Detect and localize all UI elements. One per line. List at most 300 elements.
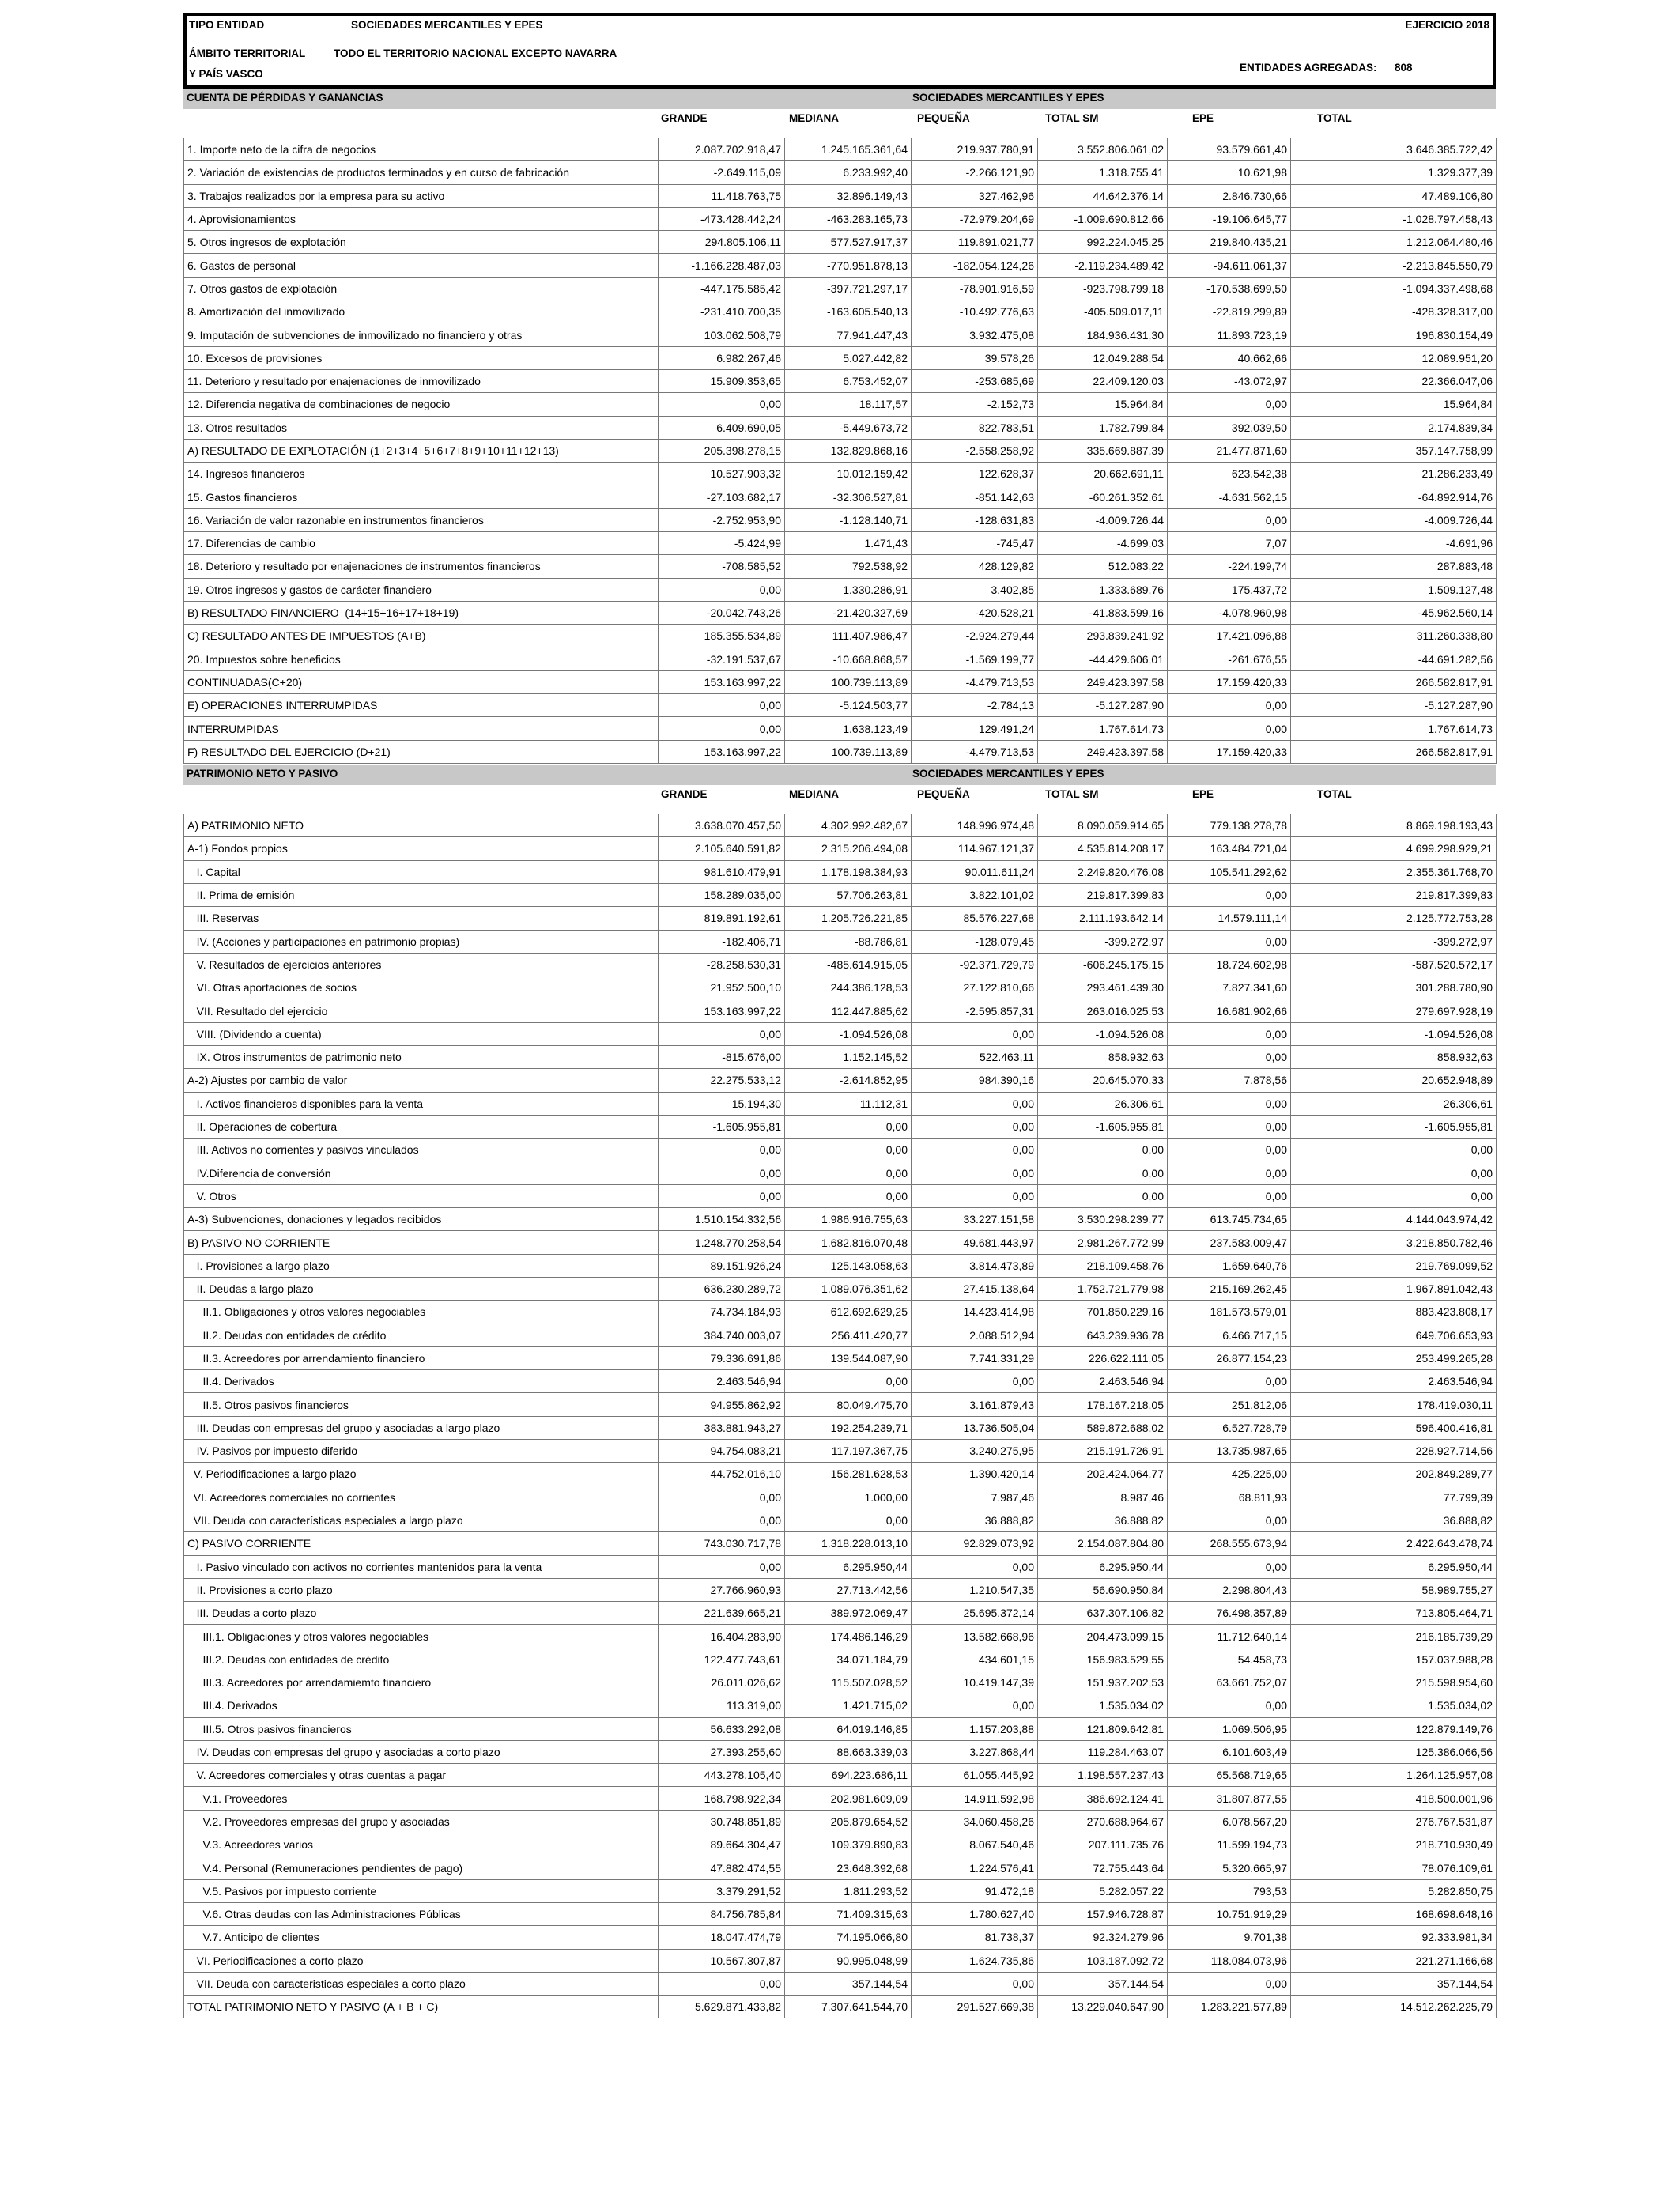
row-value-total-sm: 1.535.034,02 <box>1038 1694 1168 1717</box>
row-value-epe: 54.458,73 <box>1168 1648 1291 1671</box>
table-row <box>184 1161 1497 1184</box>
table-row <box>184 1184 1497 1207</box>
row-value-pequena: 0,00 <box>912 1092 1038 1115</box>
row-value-total: -1.028.797.458,43 <box>1291 207 1497 230</box>
row-value-grande: 94.754.083,21 <box>659 1440 785 1463</box>
row-value-epe: 779.138.278,78 <box>1168 814 1291 837</box>
row-value-grande: 0,00 <box>659 1184 785 1207</box>
row-label: A-3) Subvenciones, donaciones y legados recibidos <box>184 1208 659 1231</box>
row-label: IV. (Acciones y participaciones en patrimonio propias) <box>184 930 659 953</box>
row-value-epe: 425.225,00 <box>1168 1463 1291 1486</box>
tipo-entidad-label: TIPO ENTIDAD <box>189 19 265 31</box>
row-value-grande: -1.605.955,81 <box>659 1115 785 1138</box>
row-label: III.1. Obligaciones y otros valores negociables <box>184 1625 659 1648</box>
row-value-pequena: 1.780.627,40 <box>912 1902 1038 1925</box>
row-label: V. Acreedores comerciales y otras cuentas a pagar <box>184 1764 659 1787</box>
row-label: I. Pasivo vinculado con activos no corrientes mantenidos para la venta <box>184 1555 659 1578</box>
row-label: VI. Periodificaciones a corto plazo <box>184 1949 659 1972</box>
row-value-pequena: 0,00 <box>912 1370 1038 1393</box>
row-value-pequena: 428.129,82 <box>912 555 1038 578</box>
report-header <box>183 13 1496 89</box>
row-value-total: -5.127.287,90 <box>1291 694 1497 717</box>
row-label: III. Deudas a corto plazo <box>184 1602 659 1625</box>
row-value-pequena: 0,00 <box>912 1555 1038 1578</box>
table-row <box>184 1578 1497 1601</box>
row-value-total-sm: 3.552.806.061,02 <box>1038 138 1168 161</box>
row-value-total: -4.691,96 <box>1291 532 1497 555</box>
row-value-epe: 0,00 <box>1168 1092 1291 1115</box>
row-value-total: 77.799,39 <box>1291 1486 1497 1509</box>
table-row <box>184 1671 1497 1694</box>
row-value-total: 649.706.653,93 <box>1291 1324 1497 1346</box>
row-value-total: 2.174.839,34 <box>1291 416 1497 439</box>
row-value-total: 218.710.930,49 <box>1291 1833 1497 1856</box>
row-value-pequena: -2.152,73 <box>912 393 1038 416</box>
row-value-total: -1.605.955,81 <box>1291 1115 1497 1138</box>
row-value-epe: 219.840.435,21 <box>1168 231 1291 254</box>
row-label: 17. Diferencias de cambio <box>184 532 659 555</box>
balance-group-title: SOCIEDADES MERCANTILES Y EPES <box>912 768 1104 780</box>
row-value-total: 858.932,63 <box>1291 1045 1497 1068</box>
row-value-mediana: 357.144,54 <box>785 1972 912 1995</box>
row-value-total-sm: 13.229.040.647,90 <box>1038 1996 1168 2018</box>
row-value-total-sm: 1.318.755,41 <box>1038 161 1168 184</box>
row-value-grande: 819.891.192,61 <box>659 907 785 930</box>
row-value-mediana: 0,00 <box>785 1184 912 1207</box>
table-row <box>184 1602 1497 1625</box>
row-value-total: 36.888,82 <box>1291 1509 1497 1531</box>
row-value-grande: 0,00 <box>659 1509 785 1531</box>
row-value-mediana: 10.012.159,42 <box>785 463 912 485</box>
table-row <box>184 883 1497 906</box>
row-value-grande: -28.258.530,31 <box>659 953 785 976</box>
row-value-pequena: 119.891.021,77 <box>912 231 1038 254</box>
row-value-pequena: -2.595.857,31 <box>912 999 1038 1022</box>
row-value-total-sm: 1.333.689,76 <box>1038 578 1168 601</box>
row-value-pequena: 13.736.505,04 <box>912 1416 1038 1439</box>
table-row <box>184 485 1497 508</box>
row-value-mediana: 577.527.917,37 <box>785 231 912 254</box>
row-value-total-sm: 44.642.376,14 <box>1038 184 1168 207</box>
row-value-grande: 0,00 <box>659 1972 785 1995</box>
table-row <box>184 1440 1497 1463</box>
row-value-pequena: 0,00 <box>912 1022 1038 1045</box>
row-value-total: 216.185.739,29 <box>1291 1625 1497 1648</box>
pyg-column-headers <box>183 109 1496 130</box>
row-value-mediana: 0,00 <box>785 1370 912 1393</box>
row-value-grande: 1.248.770.258,54 <box>659 1231 785 1254</box>
row-value-mediana: 57.706.263,81 <box>785 883 912 906</box>
row-label: V.2. Proveedores empresas del grupo y asociadas <box>184 1810 659 1833</box>
row-value-grande: 79.336.691,86 <box>659 1346 785 1369</box>
table-row <box>184 1717 1497 1740</box>
table-row <box>184 625 1497 648</box>
row-value-mediana: 694.223.686,11 <box>785 1764 912 1787</box>
row-value-total-sm: 121.809.642,81 <box>1038 1717 1168 1740</box>
row-label: V. Periodificaciones a largo plazo <box>184 1463 659 1486</box>
row-value-grande: 981.610.479,91 <box>659 860 785 883</box>
row-label: II.4. Derivados <box>184 1370 659 1393</box>
balance-column-headers <box>183 785 1496 806</box>
row-label: CONTINUADAS(C+20) <box>184 670 659 693</box>
row-value-epe: 7.827.341,60 <box>1168 976 1291 999</box>
row-value-epe: 251.812,06 <box>1168 1393 1291 1416</box>
row-value-grande: 185.355.534,89 <box>659 625 785 648</box>
row-value-total-sm: -606.245.175,15 <box>1038 953 1168 976</box>
entidades-value: 808 <box>1395 62 1413 74</box>
row-value-mediana: 23.648.392,68 <box>785 1856 912 1879</box>
row-value-total-sm: -1.094.526,08 <box>1038 1022 1168 1045</box>
row-value-total: 266.582.817,91 <box>1291 670 1497 693</box>
row-value-pequena: 0,00 <box>912 1115 1038 1138</box>
table-row <box>184 508 1497 531</box>
row-value-mediana: 0,00 <box>785 1115 912 1138</box>
table-row <box>184 1069 1497 1092</box>
row-value-pequena: -10.492.776,63 <box>912 300 1038 323</box>
row-value-mediana: 18.117,57 <box>785 393 912 416</box>
col-header-pequena: PEQUEÑA <box>917 112 970 124</box>
row-value-pequena: 3.822.101,02 <box>912 883 1038 906</box>
table-row <box>184 717 1497 740</box>
row-value-total-sm: 151.937.202,53 <box>1038 1671 1168 1694</box>
row-value-grande: 21.952.500,10 <box>659 976 785 999</box>
row-value-mediana: 0,00 <box>785 1161 912 1184</box>
row-value-total-sm: 643.239.936,78 <box>1038 1324 1168 1346</box>
row-value-total-sm: 1.782.799,84 <box>1038 416 1168 439</box>
row-value-total-sm: 215.191.726,91 <box>1038 1440 1168 1463</box>
row-value-grande: 84.756.785,84 <box>659 1902 785 1925</box>
table-row <box>184 976 1497 999</box>
row-value-pequena: 148.996.974,48 <box>912 814 1038 837</box>
row-value-mediana: -5.449.673,72 <box>785 416 912 439</box>
row-label: 8. Amortización del inmovilizado <box>184 300 659 323</box>
row-value-mediana: -163.605.540,13 <box>785 300 912 323</box>
row-label: 12. Diferencia negativa de combinaciones de negocio <box>184 393 659 416</box>
row-value-grande: 383.881.943,27 <box>659 1416 785 1439</box>
row-value-total-sm: 26.306,61 <box>1038 1092 1168 1115</box>
row-value-total-sm: 858.932,63 <box>1038 1045 1168 1068</box>
row-value-grande: -182.406,71 <box>659 930 785 953</box>
row-value-grande: 27.766.960,93 <box>659 1578 785 1601</box>
row-value-total-sm: 202.424.064,77 <box>1038 1463 1168 1486</box>
row-label: 4. Aprovisionamientos <box>184 207 659 230</box>
row-value-epe: 0,00 <box>1168 1694 1291 1717</box>
row-value-grande: 89.664.304,47 <box>659 1833 785 1856</box>
row-value-epe: 68.811,93 <box>1168 1486 1291 1509</box>
row-value-total-sm: 293.839.241,92 <box>1038 625 1168 648</box>
row-value-total-sm: 72.755.443,64 <box>1038 1856 1168 1879</box>
row-value-total-sm: -923.798.799,18 <box>1038 277 1168 300</box>
table-row <box>184 532 1497 555</box>
row-label: II. Provisiones a corto plazo <box>184 1578 659 1601</box>
row-value-mediana: 1.089.076.351,62 <box>785 1277 912 1300</box>
row-value-epe: 6.466.717,15 <box>1168 1324 1291 1346</box>
row-value-epe: 613.745.734,65 <box>1168 1208 1291 1231</box>
row-value-pequena: 39.578,26 <box>912 346 1038 369</box>
row-value-pequena: 0,00 <box>912 1972 1038 1995</box>
row-value-mediana: 74.195.066,80 <box>785 1926 912 1949</box>
row-label: 20. Impuestos sobre beneficios <box>184 648 659 670</box>
row-value-mediana: 256.411.420,77 <box>785 1324 912 1346</box>
table-row <box>184 1787 1497 1810</box>
row-value-total: -44.691.282,56 <box>1291 648 1497 670</box>
table-row <box>184 1625 1497 1648</box>
table-row <box>184 439 1497 462</box>
row-value-mediana: 1.152.145,52 <box>785 1045 912 1068</box>
row-value-grande: 2.105.640.591,82 <box>659 837 785 860</box>
row-value-total: 301.288.780,90 <box>1291 976 1497 999</box>
row-value-total: 311.260.338,80 <box>1291 625 1497 648</box>
row-value-grande: 10.527.903,32 <box>659 463 785 485</box>
row-value-epe: 9.701,38 <box>1168 1926 1291 1949</box>
table-row <box>184 1115 1497 1138</box>
row-value-grande: 30.748.851,89 <box>659 1810 785 1833</box>
row-value-epe: 17.421.096,88 <box>1168 625 1291 648</box>
row-value-total: 1.329.377,39 <box>1291 161 1497 184</box>
row-value-grande: 18.047.474,79 <box>659 1926 785 1949</box>
row-value-mediana: 1.330.286,91 <box>785 578 912 601</box>
row-value-total-sm: -5.127.287,90 <box>1038 694 1168 717</box>
row-value-total-sm: 5.282.057,22 <box>1038 1879 1168 1902</box>
row-value-grande: 0,00 <box>659 694 785 717</box>
row-value-total-sm: 1.767.614,73 <box>1038 717 1168 740</box>
row-value-total: -399.272,97 <box>1291 930 1497 953</box>
row-value-total: 0,00 <box>1291 1139 1497 1161</box>
row-value-total: 26.306,61 <box>1291 1092 1497 1115</box>
row-value-total: 596.400.416,81 <box>1291 1416 1497 1439</box>
row-value-grande: 6.409.690,05 <box>659 416 785 439</box>
row-value-epe: 0,00 <box>1168 1115 1291 1138</box>
row-value-mediana: 100.739.113,89 <box>785 740 912 763</box>
row-value-total: 22.366.047,06 <box>1291 369 1497 392</box>
table-row <box>184 1740 1497 1763</box>
entidades-label: ENTIDADES AGREGADAS: <box>1240 62 1377 74</box>
row-value-total-sm: 293.461.439,30 <box>1038 976 1168 999</box>
row-value-mediana: -485.614.915,05 <box>785 953 912 976</box>
row-value-epe: -43.072,97 <box>1168 369 1291 392</box>
row-value-pequena: 7.741.331,29 <box>912 1346 1038 1369</box>
row-value-total-sm: 270.688.964,67 <box>1038 1810 1168 1833</box>
row-value-epe: 623.542,38 <box>1168 463 1291 485</box>
row-label: 11. Deterioro y resultado por enajenaciones de inmovilizado <box>184 369 659 392</box>
row-value-total: 883.423.808,17 <box>1291 1301 1497 1324</box>
row-value-pequena: 3.932.475,08 <box>912 323 1038 346</box>
row-value-grande: 44.752.016,10 <box>659 1463 785 1486</box>
row-value-total: -4.009.726,44 <box>1291 508 1497 531</box>
row-value-pequena: -92.371.729,79 <box>912 953 1038 976</box>
row-value-grande: 0,00 <box>659 1555 785 1578</box>
row-label: IV. Pasivos por impuesto diferido <box>184 1440 659 1463</box>
row-value-total: 202.849.289,77 <box>1291 1463 1497 1486</box>
row-label: 13. Otros resultados <box>184 416 659 439</box>
row-value-epe: 76.498.357,89 <box>1168 1602 1291 1625</box>
row-value-grande: -2.752.953,90 <box>659 508 785 531</box>
row-value-pequena: 0,00 <box>912 1184 1038 1207</box>
row-value-pequena: 1.624.735,86 <box>912 1949 1038 1972</box>
table-row <box>184 1346 1497 1369</box>
row-value-epe: 21.477.871,60 <box>1168 439 1291 462</box>
table-row <box>184 555 1497 578</box>
row-value-total-sm: 178.167.218,05 <box>1038 1393 1168 1416</box>
row-value-pequena: 1.390.420,14 <box>912 1463 1038 1486</box>
row-value-epe: 0,00 <box>1168 1022 1291 1045</box>
col-header-total: TOTAL <box>1317 112 1352 124</box>
row-value-pequena: 34.060.458,26 <box>912 1810 1038 1833</box>
row-value-total-sm: 0,00 <box>1038 1161 1168 1184</box>
row-value-grande: -2.649.115,09 <box>659 161 785 184</box>
row-value-epe: 0,00 <box>1168 1184 1291 1207</box>
row-value-total-sm: 184.936.431,30 <box>1038 323 1168 346</box>
row-value-total-sm: -405.509.017,11 <box>1038 300 1168 323</box>
col-header-epe: EPE <box>1192 788 1214 801</box>
table-row <box>184 277 1497 300</box>
row-label: V. Resultados de ejercicios anteriores <box>184 953 659 976</box>
table-row <box>184 161 1497 184</box>
row-label: 16. Variación de valor razonable en instrumentos financieros <box>184 508 659 531</box>
row-value-total-sm: 56.690.950,84 <box>1038 1578 1168 1601</box>
row-value-grande: -32.191.537,67 <box>659 648 785 670</box>
row-value-epe: 13.735.987,65 <box>1168 1440 1291 1463</box>
row-label: V.3. Acreedores varios <box>184 1833 659 1856</box>
row-label: VI. Acreedores comerciales no corrientes <box>184 1486 659 1509</box>
row-value-total-sm: 701.850.229,16 <box>1038 1301 1168 1324</box>
row-value-total: 0,00 <box>1291 1184 1497 1207</box>
row-value-total: -1.094.337.498,68 <box>1291 277 1497 300</box>
row-value-epe: 16.681.902,66 <box>1168 999 1291 1022</box>
row-value-mediana: 174.486.146,29 <box>785 1625 912 1648</box>
row-value-mediana: 77.941.447,43 <box>785 323 912 346</box>
row-value-grande: 47.882.474,55 <box>659 1856 785 1879</box>
row-value-total: 21.286.233,49 <box>1291 463 1497 485</box>
row-value-mediana: 1.638.123,49 <box>785 717 912 740</box>
row-value-grande: 153.163.997,22 <box>659 999 785 1022</box>
row-value-total: 0,00 <box>1291 1161 1497 1184</box>
table-row <box>184 346 1497 369</box>
row-label: 7. Otros gastos de explotación <box>184 277 659 300</box>
col-header-mediana: MEDIANA <box>789 788 839 801</box>
row-value-grande: 636.230.289,72 <box>659 1277 785 1300</box>
row-value-total: 168.698.648,16 <box>1291 1902 1497 1925</box>
row-value-pequena: 14.911.592,98 <box>912 1787 1038 1810</box>
pyg-table <box>183 138 1497 764</box>
row-value-pequena: -745,47 <box>912 532 1038 555</box>
row-value-grande: -815.676,00 <box>659 1045 785 1068</box>
row-value-total: 58.989.755,27 <box>1291 1578 1497 1601</box>
row-value-total-sm: 226.622.111,05 <box>1038 1346 1168 1369</box>
row-value-epe: -94.611.061,37 <box>1168 254 1291 277</box>
row-value-grande: -27.103.682,17 <box>659 485 785 508</box>
row-value-total: -428.328.317,00 <box>1291 300 1497 323</box>
row-value-total: 221.271.166,68 <box>1291 1949 1497 1972</box>
row-value-grande: 0,00 <box>659 578 785 601</box>
row-label: II.5. Otros pasivos financieros <box>184 1393 659 1416</box>
row-value-total: 2.125.772.753,28 <box>1291 907 1497 930</box>
row-value-epe: 0,00 <box>1168 508 1291 531</box>
table-row <box>184 254 1497 277</box>
row-value-grande: 89.151.926,24 <box>659 1254 785 1277</box>
row-value-total: -1.094.526,08 <box>1291 1022 1497 1045</box>
row-value-total: 2.355.361.768,70 <box>1291 860 1497 883</box>
row-value-epe: 6.078.567,20 <box>1168 1810 1291 1833</box>
row-value-total-sm: 15.964,84 <box>1038 393 1168 416</box>
table-row <box>184 207 1497 230</box>
row-value-grande: 0,00 <box>659 1161 785 1184</box>
row-value-total: 157.037.988,28 <box>1291 1648 1497 1671</box>
row-value-epe: 268.555.673,94 <box>1168 1532 1291 1555</box>
ambito-label-line1: ÁMBITO TERRITORIAL <box>189 47 306 59</box>
row-value-mediana: -1.094.526,08 <box>785 1022 912 1045</box>
row-label: I. Provisiones a largo plazo <box>184 1254 659 1277</box>
row-value-pequena: 27.415.138,64 <box>912 1277 1038 1300</box>
table-row <box>184 1416 1497 1439</box>
row-value-total: 4.699.298.929,21 <box>1291 837 1497 860</box>
row-value-pequena: 122.628,37 <box>912 463 1038 485</box>
row-value-mediana: 132.829.868,16 <box>785 439 912 462</box>
col-header-total-sm: TOTAL SM <box>1045 788 1099 801</box>
row-value-grande: 221.639.665,21 <box>659 1602 785 1625</box>
table-row <box>184 1856 1497 1879</box>
row-value-grande: 0,00 <box>659 1139 785 1161</box>
table-row <box>184 1486 1497 1509</box>
row-value-grande: 2.463.546,94 <box>659 1370 785 1393</box>
row-value-total-sm: -399.272,97 <box>1038 930 1168 953</box>
row-value-grande: 15.194,30 <box>659 1092 785 1115</box>
row-value-epe: 0,00 <box>1168 393 1291 416</box>
report-sheet <box>183 13 1496 2018</box>
row-value-total-sm: 2.249.820.476,08 <box>1038 860 1168 883</box>
table-row <box>184 1949 1497 1972</box>
row-value-mediana: 32.896.149,43 <box>785 184 912 207</box>
row-value-pequena: 434.601,15 <box>912 1648 1038 1671</box>
row-value-total-sm: 103.187.092,72 <box>1038 1949 1168 1972</box>
row-value-epe: 118.084.073,96 <box>1168 1949 1291 1972</box>
row-label: III.3. Acreedores por arrendamiemto financiero <box>184 1671 659 1694</box>
balance-table <box>183 814 1497 2018</box>
row-value-total: 4.144.043.974,42 <box>1291 1208 1497 1231</box>
row-value-epe: 0,00 <box>1168 1972 1291 1995</box>
table-row <box>184 1555 1497 1578</box>
row-value-grande: 205.398.278,15 <box>659 439 785 462</box>
row-value-total: 1.767.614,73 <box>1291 717 1497 740</box>
row-label: 3. Trabajos realizados por la empresa para su activo <box>184 184 659 207</box>
table-row <box>184 300 1497 323</box>
row-value-mediana: 117.197.367,75 <box>785 1440 912 1463</box>
row-value-epe: 6.101.603,49 <box>1168 1740 1291 1763</box>
row-value-pequena: 3.814.473,89 <box>912 1254 1038 1277</box>
row-value-mediana: -1.128.140,71 <box>785 508 912 531</box>
table-row <box>184 837 1497 860</box>
row-value-total-sm: 20.662.691,11 <box>1038 463 1168 485</box>
table-row <box>184 1139 1497 1161</box>
row-label: 10. Excesos de provisiones <box>184 346 659 369</box>
ambito-value: TODO EL TERRITORIO NACIONAL EXCEPTO NAVARRA <box>334 47 617 59</box>
row-value-total-sm: -4.699,03 <box>1038 532 1168 555</box>
row-value-total: 279.697.928,19 <box>1291 999 1497 1022</box>
row-value-total-sm: -44.429.606,01 <box>1038 648 1168 670</box>
row-value-epe: 392.039,50 <box>1168 416 1291 439</box>
table-row <box>184 1277 1497 1300</box>
row-value-pequena: -128.079,45 <box>912 930 1038 953</box>
row-value-epe: 105.541.292,62 <box>1168 860 1291 883</box>
row-value-grande: 6.982.267,46 <box>659 346 785 369</box>
row-value-pequena: -182.054.124,26 <box>912 254 1038 277</box>
row-value-pequena: 3.402,85 <box>912 578 1038 601</box>
row-value-total: 5.282.850,75 <box>1291 1879 1497 1902</box>
row-value-total-sm: -1.009.690.812,66 <box>1038 207 1168 230</box>
row-value-pequena: 27.122.810,66 <box>912 976 1038 999</box>
row-value-mediana: 1.811.293,52 <box>785 1879 912 1902</box>
row-value-total: 125.386.066,56 <box>1291 1740 1497 1763</box>
